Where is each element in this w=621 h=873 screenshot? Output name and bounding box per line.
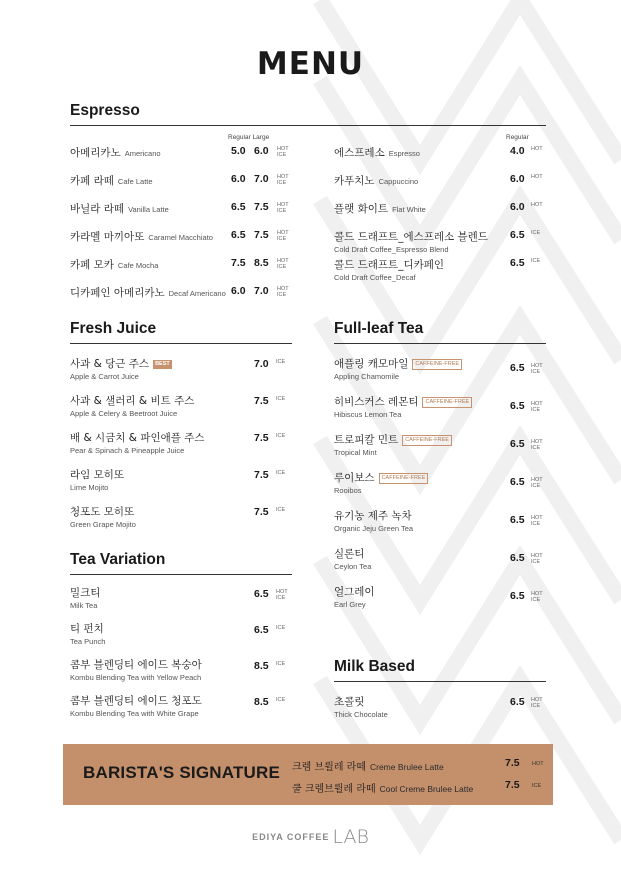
temp-label: HOT [277, 174, 289, 180]
item-price: 6.5 [510, 257, 525, 269]
temp-label: ICE [531, 369, 541, 375]
item-price: 6.5 [510, 400, 525, 412]
item-english-name: Vanilla Latte [128, 205, 169, 214]
menu-item [70, 229, 295, 244]
page-title: MENU [256, 46, 365, 82]
item-price: 6.0 [231, 285, 246, 297]
item-price: 6.5 [231, 229, 246, 241]
menu-item [70, 430, 292, 455]
temp-label: ICE [276, 433, 286, 439]
temp-labels [531, 515, 543, 527]
temp-label: HOT [277, 146, 289, 152]
brand-name: EDIYA COFFEE [252, 832, 330, 842]
menu-item [70, 356, 292, 381]
item-price: 6.5 [510, 590, 525, 602]
item-name: 콤부 블렌딩티 에이드 청포도 [70, 695, 202, 707]
menu-item [334, 257, 546, 282]
item-english-name: Flat White [392, 205, 426, 214]
signature-title: BARISTA'S SIGNATURE [83, 763, 281, 782]
item-name: 얼그레이 [334, 586, 375, 598]
temp-labels [531, 202, 543, 208]
item-price: 8.5 [254, 696, 269, 708]
item-prices [510, 362, 525, 374]
item-english-name: Lime Mojito [70, 483, 109, 492]
section-title: Full-leaf Tea [334, 320, 546, 344]
temp-label: HOT [531, 515, 543, 521]
item-name: 카페 라떼 [70, 175, 114, 187]
item-prices [510, 145, 525, 157]
temp-labels [531, 258, 540, 264]
menu-item [70, 393, 292, 418]
item-english-name: Kombu Blending Tea with White Grape [70, 709, 199, 718]
item-english-name: Appling Chamomile [334, 372, 400, 381]
item-english-name: Kombu Blending Tea with Yellow Peach [70, 673, 202, 682]
temp-label: HOT [277, 202, 289, 208]
item-price: 7.5 [505, 779, 520, 791]
menu-item [70, 621, 292, 646]
item-price: 5.0 [231, 145, 246, 157]
fresh-juice-section [70, 320, 292, 344]
item-name: 티 펀치 [70, 623, 104, 635]
temp-labels [277, 202, 289, 214]
temp-labels [531, 363, 543, 375]
item-name: 애플링 캐모마일 [334, 358, 409, 370]
temp-label: ICE [276, 625, 286, 631]
item-prices [231, 257, 277, 269]
temp-label: HOT [532, 761, 544, 767]
temp-label: ICE [531, 559, 541, 565]
item-badge: CAFFEINE-FREE [402, 435, 452, 446]
item-english-name: Americano [124, 149, 161, 158]
temp-labels [277, 146, 289, 158]
menu-item [334, 694, 546, 719]
item-english-name: Cool Creme Brulee Latte [379, 784, 474, 794]
temp-labels [276, 359, 285, 365]
item-name: 초콜릿 [334, 696, 365, 708]
item-name: 쿨 크렘브륄레 라떼 [292, 784, 376, 795]
item-price: 7.5 [505, 757, 520, 769]
item-prices [510, 438, 525, 450]
item-prices [254, 358, 269, 370]
menu-item [70, 145, 295, 160]
item-name: 사과 & 샐러리 & 비트 주스 [70, 395, 195, 407]
temp-label: HOT [531, 202, 543, 208]
item-name: 루이보스 [334, 472, 375, 484]
temp-label: HOT [277, 258, 289, 264]
section-title: Espresso [70, 102, 546, 126]
temp-label: ICE [277, 208, 287, 214]
item-price: 6.5 [510, 552, 525, 564]
temp-label: HOT [531, 146, 543, 152]
temp-label: ICE [531, 703, 541, 709]
temp-label: ICE [276, 697, 286, 703]
temp-labels [276, 470, 285, 476]
menu-item [70, 201, 295, 216]
section-title: Milk Based [334, 658, 546, 682]
item-english-name: Tea Punch [70, 637, 106, 646]
item-english-name: Creme Brulee Latte [369, 762, 444, 772]
menu-item [334, 145, 546, 160]
temp-label: ICE [531, 597, 541, 603]
item-name: 에스프레소 [334, 147, 385, 159]
temp-label: ICE [277, 180, 287, 186]
item-english-name: Apple & Carrot Juice [70, 372, 139, 381]
temp-label: ICE [277, 236, 287, 242]
item-prices [510, 590, 525, 602]
menu-item [334, 432, 546, 457]
item-prices [254, 469, 269, 481]
item-price: 6.0 [510, 201, 525, 213]
temp-label: ICE [532, 783, 542, 789]
item-prices [510, 257, 525, 269]
temp-label: HOT [277, 230, 289, 236]
menu-item [334, 584, 546, 609]
temp-label: HOT [277, 286, 289, 292]
item-prices [231, 229, 277, 241]
item-name: 사과 & 당근 주스 [70, 358, 150, 370]
item-english-name: Thick Chocolate [334, 710, 388, 719]
temp-labels [276, 396, 285, 402]
menu-item [70, 467, 292, 492]
item-name: 라임 모히또 [70, 469, 125, 481]
brand-lab: LAB [332, 826, 369, 848]
item-price: 6.5 [510, 229, 525, 241]
temp-labels [276, 589, 288, 601]
menu-item [334, 229, 546, 254]
item-price: 6.5 [254, 624, 269, 636]
item-badge: CAFFEINE-FREE [422, 397, 472, 408]
item-price: 4.0 [510, 145, 525, 157]
item-price: 6.5 [510, 514, 525, 526]
item-english-name: Rooibos [334, 486, 362, 495]
item-english-name: Apple & Celery & Beetroot Juice [70, 409, 178, 418]
item-badge: CAFFEINE-FREE [379, 473, 429, 484]
item-price: 7.5 [254, 506, 269, 518]
item-price: 6.5 [510, 696, 525, 708]
item-prices [254, 624, 269, 636]
item-name: 플랫 화이트 [334, 203, 389, 215]
menu-item [70, 285, 295, 300]
milk-based-section [334, 658, 546, 682]
item-name: 카라멜 마끼아또 [70, 231, 145, 243]
item-english-name: Earl Grey [334, 600, 366, 609]
item-prices [231, 201, 277, 213]
item-price: 8.5 [254, 257, 269, 269]
menu-item [70, 173, 295, 188]
item-prices [510, 476, 525, 488]
item-name: 크렘 브륄레 라떼 [292, 762, 366, 773]
temp-label: ICE [276, 396, 286, 402]
item-english-name: Green Grape Mojito [70, 520, 136, 529]
temp-label: HOT [531, 401, 543, 407]
item-badge: CAFFEINE-FREE [412, 359, 462, 370]
temp-labels [276, 661, 285, 667]
item-price: 7.5 [254, 201, 269, 213]
temp-labels [277, 286, 289, 298]
temp-labels [277, 230, 289, 242]
temp-label: ICE [531, 230, 541, 236]
temp-label: ICE [276, 661, 286, 667]
temp-label: HOT [531, 591, 543, 597]
temp-labels [531, 146, 543, 152]
item-price: 7.5 [254, 469, 269, 481]
menu-item [334, 201, 546, 216]
item-english-name: Hibiscus Lemon Tea [334, 410, 402, 419]
item-english-name: Organic Jeju Green Tea [334, 524, 414, 533]
item-prices [510, 514, 525, 526]
item-name: 콤부 블렌딩티 에이드 복숭아 [70, 659, 202, 671]
item-price: 6.5 [510, 362, 525, 374]
item-english-name: Cafe Latte [117, 177, 153, 186]
menu-item [334, 394, 546, 419]
item-prices [231, 145, 277, 157]
espresso-col-header-right: Regular [506, 134, 529, 141]
temp-labels [531, 230, 540, 236]
item-prices [510, 229, 525, 241]
temp-label: HOT [531, 174, 543, 180]
item-prices [254, 696, 269, 708]
item-name: 아메리카노 [70, 147, 121, 159]
item-name: 카푸치노 [334, 175, 375, 187]
temp-label: ICE [531, 258, 541, 264]
temp-label: HOT [531, 697, 543, 703]
item-prices [510, 400, 525, 412]
temp-label: ICE [277, 152, 287, 158]
signature-banner [63, 744, 553, 805]
item-price: 8.5 [254, 660, 269, 672]
item-name: 유기농 제주 녹차 [334, 510, 412, 522]
menu-item [334, 356, 546, 381]
menu-item [70, 504, 292, 529]
menu-item [334, 508, 546, 533]
temp-label: HOT [531, 439, 543, 445]
menu-item [70, 585, 292, 610]
full-leaf-tea-section [334, 320, 546, 344]
item-prices [510, 201, 525, 213]
item-price: 7.5 [254, 229, 269, 241]
temp-label: ICE [276, 470, 286, 476]
temp-label: HOT [531, 363, 543, 369]
temp-labels [277, 258, 289, 270]
temp-label: ICE [531, 407, 541, 413]
item-name: 디카페인 아메리카노 [70, 287, 165, 299]
item-english-name: Tropical Mint [334, 448, 377, 457]
item-english-name: Decaf Americano [168, 289, 226, 298]
item-badge: BEST [155, 361, 170, 367]
item-prices [510, 552, 525, 564]
temp-label: ICE [531, 483, 541, 489]
item-name: 콜드 드래프트_에스프레소 블렌드 [334, 231, 488, 243]
item-price: 7.5 [231, 257, 246, 269]
item-prices [254, 506, 269, 518]
item-prices [254, 432, 269, 444]
item-price: 6.0 [231, 173, 246, 185]
temp-labels [276, 433, 285, 439]
item-price: 7.0 [254, 285, 269, 297]
item-name: 트로피칼 민트 [334, 434, 399, 446]
temp-labels [276, 625, 285, 631]
temp-labels [531, 401, 543, 413]
temp-labels [276, 507, 285, 513]
temp-labels [531, 697, 543, 709]
item-price: 7.5 [254, 432, 269, 444]
item-english-name: Cold Draft Coffee_Decaf [334, 273, 416, 282]
temp-labels [531, 439, 543, 451]
item-price: 6.0 [510, 173, 525, 185]
temp-label: HOT [531, 477, 543, 483]
footer-logo [0, 826, 621, 848]
menu-item [70, 657, 292, 682]
item-prices [510, 696, 525, 708]
item-price: 6.0 [254, 145, 269, 157]
item-price: 7.0 [254, 173, 269, 185]
item-english-name: Espresso [388, 149, 420, 158]
item-price: 6.5 [510, 438, 525, 450]
temp-label: ICE [531, 521, 541, 527]
item-prices [510, 173, 525, 185]
item-name: 카페 모카 [70, 259, 114, 271]
menu-item [334, 546, 546, 571]
item-prices [254, 588, 269, 600]
item-english-name: Caramel Macchiato [148, 233, 213, 242]
item-price: 6.5 [231, 201, 246, 213]
espresso-col-header-left: Regular Large [228, 134, 270, 141]
signature-item [292, 780, 473, 795]
item-price: 6.5 [254, 588, 269, 600]
temp-label: ICE [277, 292, 287, 298]
temp-label: ICE [277, 264, 287, 270]
temp-label: HOT [276, 589, 288, 595]
item-english-name: Cold Draft Coffee_Espresso Blend [334, 245, 449, 254]
signature-item [292, 758, 444, 773]
menu-item [70, 693, 292, 718]
section-title: Tea Variation [70, 551, 292, 575]
temp-labels [531, 591, 543, 603]
item-price: 7.5 [254, 395, 269, 407]
item-name: 히비스커스 레몬티 [334, 396, 419, 408]
temp-label: ICE [276, 595, 286, 601]
temp-labels [277, 174, 289, 186]
temp-labels [531, 477, 543, 489]
item-name: 배 & 시금치 & 파인애플 주스 [70, 432, 205, 444]
section-title: Fresh Juice [70, 320, 292, 344]
item-prices [254, 660, 269, 672]
item-english-name: Milk Tea [70, 601, 98, 610]
temp-label: HOT [531, 553, 543, 559]
item-prices [231, 173, 277, 185]
temp-labels [531, 553, 543, 565]
item-name: 콜드 드래프트_디카페인 [334, 259, 445, 271]
tea-variation-section [70, 551, 292, 575]
item-english-name: Pear & Spinach & Pineapple Juice [70, 446, 185, 455]
menu-item [70, 257, 295, 272]
item-name: 밀크티 [70, 587, 101, 599]
item-english-name: Cappuccino [378, 177, 419, 186]
item-name: 실론티 [334, 548, 365, 560]
temp-label: ICE [276, 507, 286, 513]
item-price: 7.0 [254, 358, 269, 370]
espresso-section [70, 102, 546, 126]
menu-item [334, 470, 546, 495]
temp-label: ICE [276, 359, 286, 365]
item-price: 6.5 [510, 476, 525, 488]
item-english-name: Ceylon Tea [334, 562, 372, 571]
item-name: 바닐라 라떼 [70, 203, 125, 215]
temp-labels [531, 174, 543, 180]
item-prices [231, 285, 277, 297]
item-name: 청포도 모히또 [70, 506, 135, 518]
temp-labels [276, 697, 285, 703]
menu-item [334, 173, 546, 188]
temp-label: ICE [531, 445, 541, 451]
item-english-name: Cafe Mocha [117, 261, 159, 270]
item-prices [254, 395, 269, 407]
